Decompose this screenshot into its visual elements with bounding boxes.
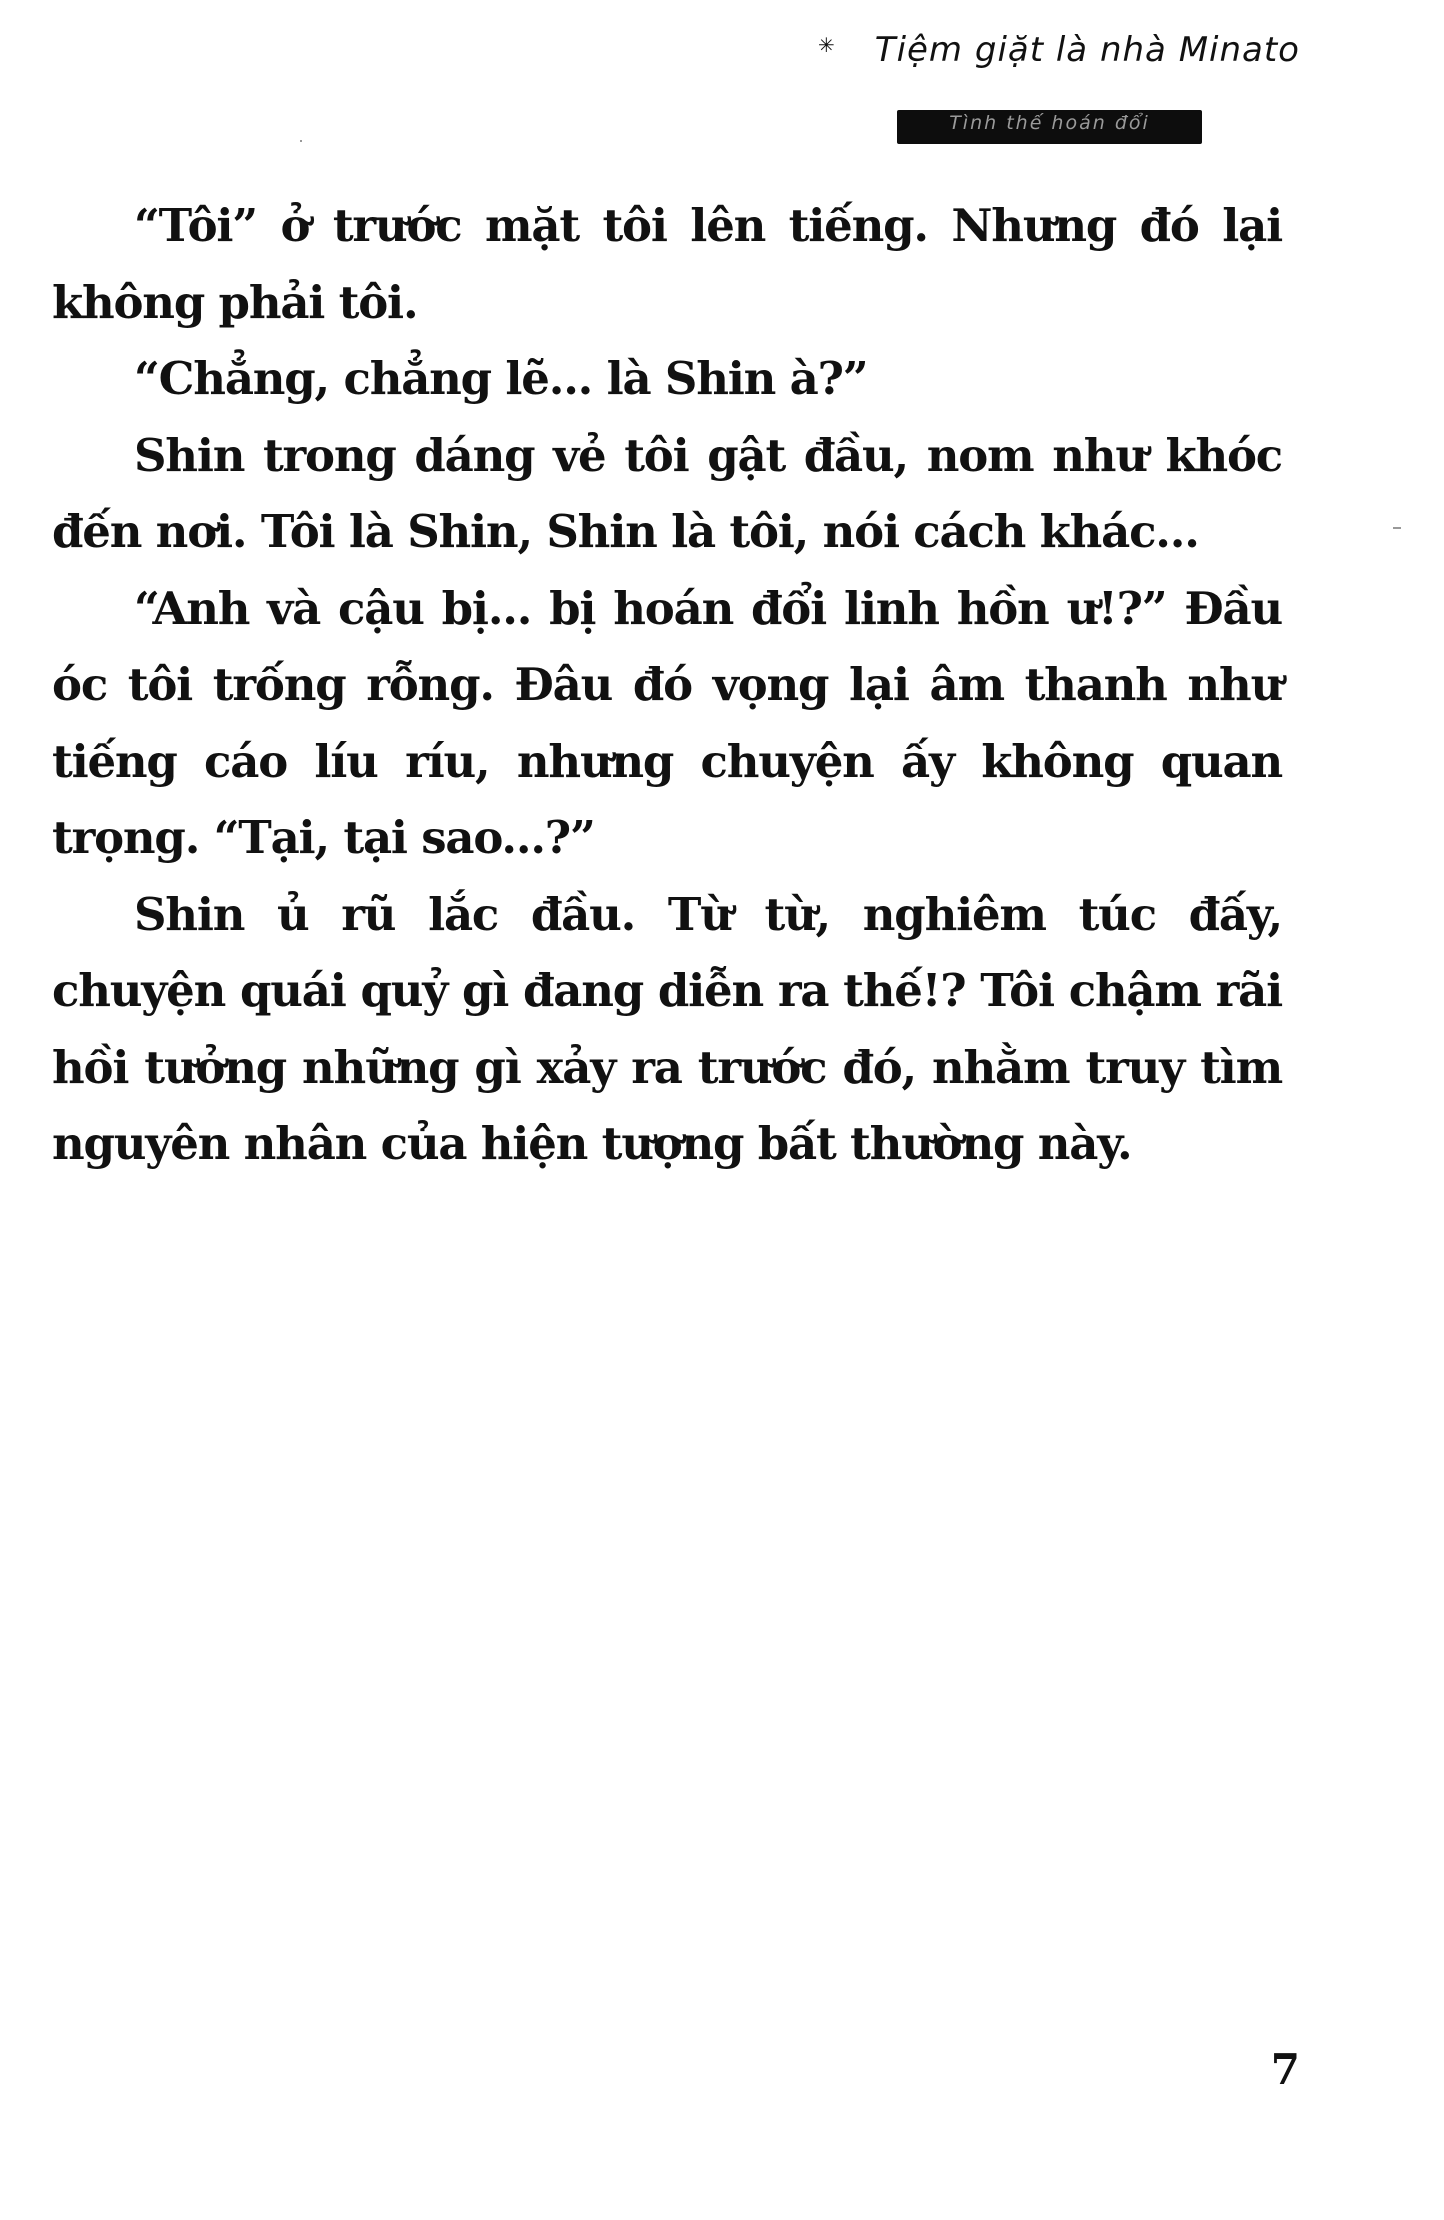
body-text [52,188,1282,1183]
paragraph: Shin ủ rũ lắc đầu. Từ từ, nghiêm túc đấy, chuyện quái quỷ gì đang diễn ra thế!? Tôi chậm rãi hồi tưởng những gì xảy ra trước đó, nhằm truy tìm nguyên nhân của hiện tượng bất thường này. [52,887,1282,1170]
running-header-title: Tiệm giặt là nhà Minato [874,30,1300,70]
running-header-subtitle-bar [897,110,1202,144]
header-ornament-icon: ✳ [818,33,835,57]
paragraph: “Anh và cậu bị... bị hoán đổi linh hồn ư!?” Đầu óc tôi trống rỗng. Đâu đó vọng lại âm thanh như tiếng cáo líu ríu, nhưng chuyện ấy không quan trọng. “Tại, tại sao...?” [52,581,1282,864]
page-number: 7 [1270,2045,1300,2094]
scan-speck [300,140,302,142]
scan-speck [1393,527,1401,529]
paragraph: Shin trong dáng vẻ tôi gật đầu, nom như khóc đến nơi. Tôi là Shin, Shin là tôi, nói cách khác... [52,428,1282,558]
paragraph: “Chẳng, chẳng lẽ... là Shin à?” [134,352,868,405]
paragraph: “Tôi” ở trước mặt tôi lên tiếng. Nhưng đó lại không phải tôi. [52,199,1282,329]
running-header-subtitle: Tình thế hoán đổi [949,112,1150,134]
